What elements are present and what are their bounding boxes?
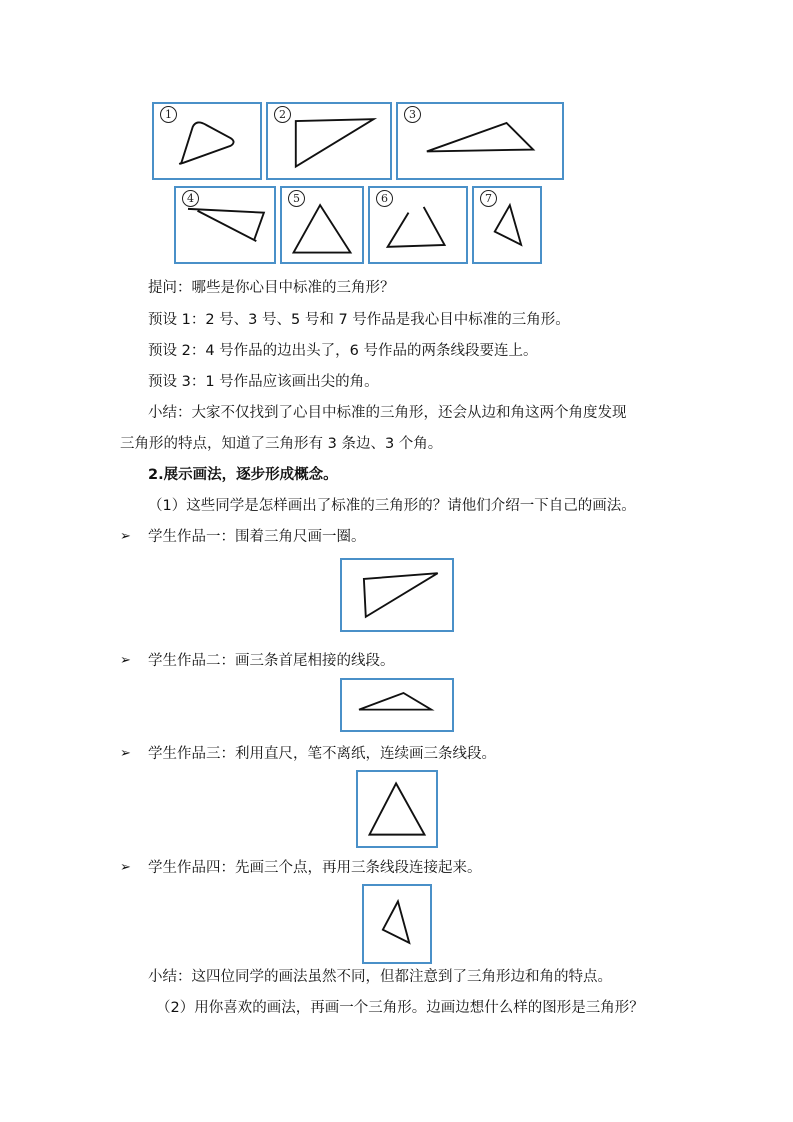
small-triangle-shape xyxy=(474,188,540,262)
work-2-triangle-shape xyxy=(342,680,452,730)
student-work-2-label: 学生作品二：画三条首尾相接的线段。 xyxy=(148,653,395,669)
open-triangle-shape xyxy=(370,188,466,262)
drawing-label-1: 1 xyxy=(160,106,177,123)
prompt-2-line: （2）用你喜欢的画法，再画一个三角形。边画边想什么样的图形是三角形？ xyxy=(156,1000,644,1016)
summary-1-line-1: 小结：大家不仅找到了心目中标准的三角形，还会从边和角这两个角度发现 xyxy=(148,405,627,421)
summary-1-line-2: 三角形的特点，知道了三角形有 3 条边、3 个角。 xyxy=(120,436,443,452)
obtuse-triangle-shape xyxy=(398,104,562,178)
student-work-1-drawing xyxy=(340,558,454,632)
preset-3-line: 预设 3：1 号作品应该画出尖的角。 xyxy=(148,374,379,390)
student-work-3-drawing xyxy=(356,770,438,848)
work-4-triangle-shape xyxy=(364,886,430,962)
student-work-4-drawing xyxy=(362,884,432,964)
rounded-triangle-shape xyxy=(154,104,260,178)
question-line: 提问：哪些是你心目中标准的三角形？ xyxy=(148,280,395,296)
drawing-7 xyxy=(472,186,542,264)
student-work-4-label: 学生作品四：先画三个点，再用三条线段连接起来。 xyxy=(148,860,482,876)
bullet-arrow-icon: ➢ xyxy=(120,529,131,544)
prompt-1-line: （1）这些同学是怎样画出了标准的三角形的？请他们介绍一下自己的画法。 xyxy=(148,498,636,514)
right-triangle-shape xyxy=(268,104,390,178)
drawing-label-5: 5 xyxy=(288,190,305,207)
summary-2-line: 小结：这四位同学的画法虽然不同，但都注意到了三角形边和角的特点。 xyxy=(148,969,612,985)
preset-1-line: 预设 1：2 号、3 号、5 号和 7 号作品是我心目中标准的三角形。 xyxy=(148,312,570,328)
overlapping-triangle-shape xyxy=(176,188,274,262)
student-work-1-label: 学生作品一：围着三角尺画一圈。 xyxy=(148,529,366,545)
drawing-label-2: 2 xyxy=(274,106,291,123)
section-2-heading: 2.展示画法，逐步形成概念。 xyxy=(148,467,338,483)
drawing-1 xyxy=(152,102,262,180)
bullet-arrow-icon: ➢ xyxy=(120,746,131,761)
preset-2-line: 预设 2：4 号作品的边出头了，6 号作品的两条线段要连上。 xyxy=(148,343,538,359)
drawing-3 xyxy=(396,102,564,180)
drawing-label-3: 3 xyxy=(404,106,421,123)
bullet-arrow-icon: ➢ xyxy=(120,860,131,875)
drawing-2 xyxy=(266,102,392,180)
drawing-6 xyxy=(368,186,468,264)
drawing-5 xyxy=(280,186,364,264)
drawing-label-6: 6 xyxy=(376,190,393,207)
bullet-arrow-icon: ➢ xyxy=(120,653,131,668)
drawing-4 xyxy=(174,186,276,264)
equilateral-triangle-shape xyxy=(282,188,362,262)
student-work-3-label: 学生作品三：利用直尺，笔不离纸，连续画三条线段。 xyxy=(148,746,496,762)
drawing-label-4: 4 xyxy=(182,190,199,207)
work-3-triangle-shape xyxy=(358,772,436,846)
work-1-triangle-shape xyxy=(342,560,452,630)
student-work-2-drawing xyxy=(340,678,454,732)
drawing-label-7: 7 xyxy=(480,190,497,207)
